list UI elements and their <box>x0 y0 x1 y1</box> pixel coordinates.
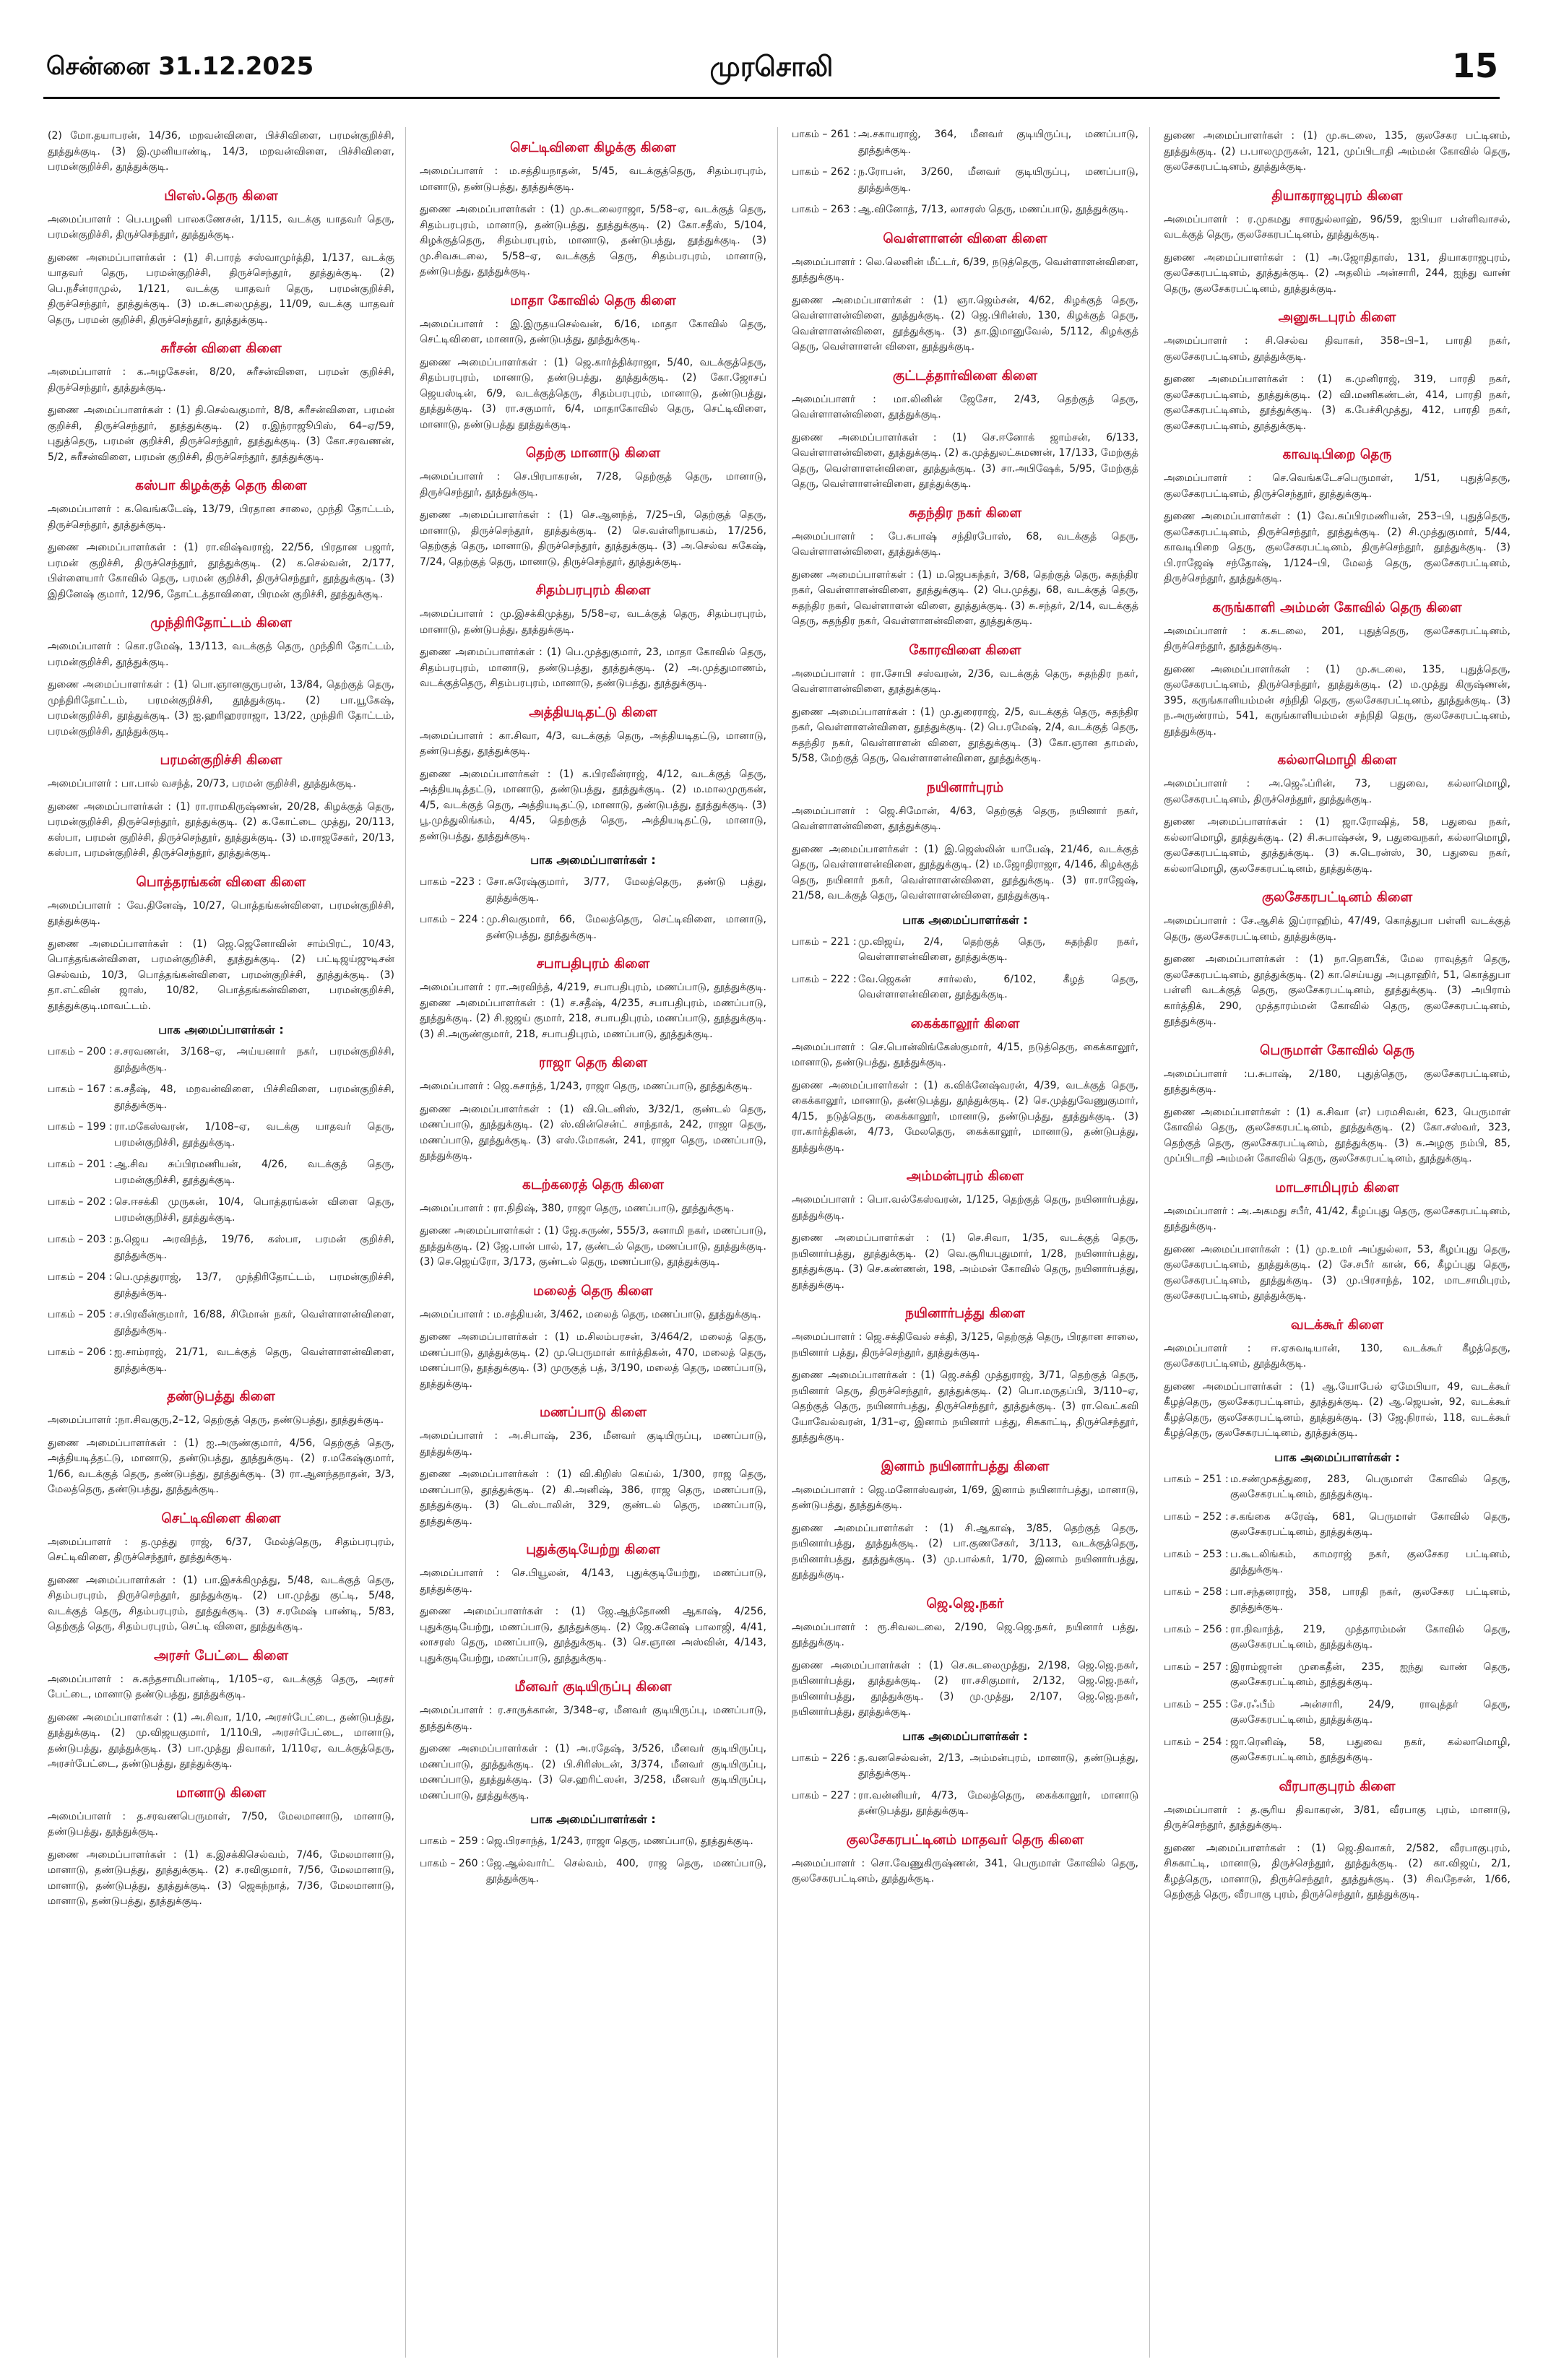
section-heading: கடற்கரைத் தெரு கிளை <box>522 1177 664 1193</box>
article-paragraph: துணை அமைப்பாளர்கள் : (1) இ.ஜெஸ்லின் யாபேஷ், 21/46, வடக்குத் தெரு, வெள்ளாளன்விளை, தூத்துக்குடி. (2) ம.ஜோதிராஜா, 4/146, கிழக்குத் தெரு, நயினார் நகர், வெள்ளாளன்விளை, தூத்துக்குடி. (3) ரா.ராஜேஷ், 21/58, வடக்குத் தெரு, வெள்ளாளன்விளை, தூத்துக்குடி. <box>792 843 1138 901</box>
booth-entry <box>48 1120 394 1151</box>
section-heading: மீனவர் குடியிருப்பு கிளை <box>514 1679 672 1695</box>
section-heading: சுதந்திர நகர் கிளை <box>908 505 1022 521</box>
article-paragraph: அமைப்பாளர் : த.சூரிய திவாகரன், 3/81, வீரபாகு புரம், மானாடு, திருச்செந்தூர், தூத்துக்குடி. <box>1164 1804 1510 1831</box>
article-paragraph: துணை அமைப்பாளர்கள் : (1) ஜா.ரோஷித், 58, பதுவை நகர், கல்லாமொழி, தூத்துக்குடி. (2) சி.சுபாஷ்சன், 9, பதுவைநகர், கல்லாமொழி, குலசேகரபட்டினம், தூத்துக்குடி. (3) சு.டெரன்ஸ், 30, பதுவை நகர், கல்லாமொழி, குலசேகரபட்டினம், தூத்துக்குடி. <box>1164 816 1510 875</box>
booth-value: ஆ.சிவ சுப்பிரமணியன், 4/26, வடக்குத் தெரு, பரமன்குறிச்சி, தூத்துக்குடி. <box>114 1159 394 1186</box>
booth-entry <box>1164 1697 1510 1728</box>
article-paragraph: அமைப்பாளர் : ம.சத்தியநாதன், 5/45, வடக்குத்தெரு, சிதம்பரபுரம், மானாடு, தண்டுபத்து, தூத்துக்குடி. <box>420 165 766 193</box>
booth-value: சோ.சுரேஷ்குமார், 3/77, மேலத்தெரு, தண்டு பத்து, தூத்துக்குடி. <box>486 876 766 904</box>
article-paragraph: அமைப்பாளர் : ஜெ.சக்திவேல் சக்தி, 3/125, தெற்குத் தெரு, பிரதான சாலை, நயினார் பத்து, திருச்செந்தூர், தூத்துக்குடி. <box>792 1331 1138 1359</box>
section-heading: அரசர் பேட்டை கிளை <box>153 1648 289 1663</box>
booth-value: மு.சிவகுமார், 66, மேலத்தெரு, செட்டிவிளை, மானாடு, தண்டுபத்து, தூத்துக்குடி. <box>486 914 766 941</box>
booth-value: க.சதீஷ், 48, மறவன்விளை, பிச்சிவிளை, பரமன்குறிச்சி, தூத்துக்குடி. <box>114 1083 394 1111</box>
booth-value: த.வனசெல்வன், 2/13, அம்மன்புரம், மானாடு, தண்டுபத்து, தூத்துக்குடி. <box>858 1752 1138 1779</box>
booth-label: பாகம் – 204 : <box>48 1271 113 1283</box>
article-paragraph: அமைப்பாளர் : அ.அகமது சபீர், 41/42, கீழப்புது தெரு, குலசேகரபட்டினம், தூத்துக்குடி. <box>1164 1205 1510 1232</box>
booth-entry <box>1164 1660 1510 1691</box>
booth-value: ச.கங்கை சுரேஷ், 681, பெருமாள் கோவில் தெரு, குலசேகரபட்டினம், தூத்துக்குடி. <box>1230 1510 1510 1538</box>
booth-label: பாகம் – 258 : <box>1164 1585 1229 1598</box>
booth-label: பாகம் – 199 : <box>48 1121 113 1133</box>
section-heading: வீரபாகுபுரம் கிளை <box>1279 1778 1396 1794</box>
section-heading: வெள்ளாளன் விளை கிளை <box>883 230 1047 246</box>
article-paragraph: அமைப்பாளர் : மா.லினின் ஜேசோ, 2/43, தெற்குத் தெரு, வெள்ளாளன்விளை, தூத்துக்குடி. <box>792 393 1138 420</box>
subsection-heading: பாக அமைப்பாளர்கள் : <box>158 1023 284 1037</box>
booth-entry <box>48 1044 394 1076</box>
article-paragraph: அமைப்பாளர் : ஈ.ஏசுவடியான், 130, வடக்கூர் கீழத்தெரு, குலசேகரபட்டினம், தூத்துக்குடி. <box>1164 1342 1510 1369</box>
section-heading: பொத்தரங்கன் விளை கிளை <box>136 874 306 890</box>
article-paragraph: அமைப்பாளர் : ர.சாருக்கான், 3/348–ஏ, மீனவர் குடியிருப்பு, மணப்பாடு, தூத்துக்குடி. <box>420 1705 766 1732</box>
section-heading: ஜெ.ஜெ.நகர் <box>926 1596 1004 1611</box>
article-paragraph: துணை அமைப்பாளர்கள் : (1) ம.ஜெபகந்தர், 3/68, தெற்குத் தெரு, சுதந்திர நகர், வெள்ளாளன்விளை, தூத்துக்குடி. (2) பெ.முத்து, 68, வடக்குத் தெரு, சுதந்திர நகர், வெள்ளாளன் விளை, தூத்துக்குடி. (3) சு.சந்தர், 2/14, வடக்குத் தெரு, சுதந்திர நகர், வெள்ளாளன்விளை, தூத்துக்குடி. <box>792 568 1138 627</box>
section-heading: அனுசுடபுரம் கிளை <box>1278 310 1396 325</box>
article-paragraph: துணை அமைப்பாளர்கள் : (1) சி.ஆகாஷ், 3/85, தெற்குத் தெரு, நயினார்பத்து, தூத்துக்குடி. (2) பா.குணசேகர், 3/113, வடக்குத்தெரு, நயினார்பத்து, தூத்துக்குடி. (3) மு.பால்கர், 1/70, இனாம் நயினார்பத்து, தூத்துக்குடி. <box>792 1522 1138 1580</box>
article-paragraph: துணை அமைப்பாளர்கள் : (1) வி.டெனிஸ், 3/32/1, குண்டல் தெரு, மணப்பாடு, தூத்துக்குடி. (2) ஸ்.வின்சென்ட் சாந்தாக், 242, ராஜா தெரு, மணப்பாடு, தூத்துக்குடி. (3) எஸ்.மோகன், 241, ராஜா தெரு, மணப்பாடு, தூத்துக்குடி. <box>420 1103 766 1161</box>
article-paragraph: அமைப்பாளர் : த.முத்து ராஜ், 6/37, மேல்த்தெரு, சிதம்பரபுரம், செட்டிவிளை, திருச்செந்தூர், தூத்துக்குடி. <box>48 1536 394 1563</box>
article-paragraph: துணை அமைப்பாளர்கள் : (1) செ.சுடலைமுத்து, 2/198, ஜெ.ஜெ.நகர், நயினார்பத்து, தூத்துக்குடி. (2) ரா.சசிகுமார், 2/132, ஜெ.ஜெ.நகர், நயினார்பத்து, தூத்துக்குடி. (3) மு.முத்து, 2/107, ஜெ.ஜெ.நகர், நயினார்பத்து, தூத்துக்குடி. <box>792 1659 1138 1718</box>
booth-entry <box>1164 1622 1510 1653</box>
booth-label: பாகம் – 253 : <box>1164 1548 1229 1560</box>
booth-label: பாகம் – 224 : <box>420 914 485 925</box>
article-paragraph: துணை அமைப்பாளர்கள் : (1) மு.துரைராஜ், 2/5, வடக்குத் தெரு, சுதந்திர நகர், வெள்ளாளன்விளை, தூத்துக்குடி. (2) பெ.ரமேஷ், 2/4, வடக்குத் தெரு, சுதந்திர நகர், வெள்ளாளன் விளை, தூத்துக்குடி. (3) கோ.ஞான தாமஸ், 5/58, மேற்குத் தெரு, வெள்ளாளன்விளை, தூத்துக்குடி. <box>792 706 1138 764</box>
booth-value: பெ.முத்துராஜ், 13/7, முந்திரிதோட்டம், பரமன்குறிச்சி, தூத்துக்குடி. <box>114 1271 394 1299</box>
article-paragraph: அமைப்பாளர் :நா.சிவகுரு,2–12, தெற்குத் தெரு, தண்டுபத்து, தூத்துக்குடி. <box>48 1414 384 1426</box>
article-paragraph: துணை அமைப்பாளர்கள் : (1) ஜெ.ஜெனோவின் சாம்பிரட், 10/43, பொத்தங்கன்விளை, பரமன்குறிச்சி, தூத்துக்குடி. (2) பட்டிஜய்ஜுடிசன் செல்வம், 10/3, பொத்தங்கன்விளை, பரமன்குறிச்சி, தூத்துக்குடி. (3) தா.எட்வின் ஜாஸ், 10/82, பொத்தங்கன்விளை, பரமன்குறிச்சி, தூத்துக்குடி.மாவட்டம். <box>48 938 394 1012</box>
article-paragraph: அமைப்பாளர் : ரா.சோபி சஸ்வரன், 2/36, வடக்குத் தெரு, சுதந்திர நகர், வெள்ளாளன்விளை, தூத்துக்குடி. <box>792 667 1138 695</box>
article-paragraph: துணை அமைப்பாளர்கள் : (1) தி.செல்வகுமார், 8/8, சுரீசன்விளை, பரமன் குறிச்சி, திருச்செந்தூர், தூத்துக்குடி. (2) ர.இந்ராஜூபிஸ், 64–ஏ/59, புதுத்தெரு, பரமன் குறிச்சி, திருச்செந்தூர், தூத்துக்குடி. (3) கோ.சரவணன், 5/2, சுரீசன்விளை, பரமன் குறிச்சி, திருச்செந்தூர், தூத்துக்குடி. <box>48 404 394 463</box>
article-paragraph: துணை அமைப்பாளர்கள் : (1) அ.ரதேஷ், 3/526, மீனவர் குடியிருப்பு, மணப்பாடு, தூத்துக்குடி. (2) பி.சிரிஸ்டன், 3/374, மீனவர் குடியிருப்பு, மணப்பாடு, தூத்துக்குடி. (3) செ.ஹரிட்ஸன், 3/258, மீனவர் குடியிருப்பு, மணப்பாடு, தூத்துக்குடி. <box>420 1743 766 1801</box>
column-divider <box>1149 127 1150 2358</box>
article-paragraph: அமைப்பாளர் : ரூ.சிவலடலை, 2/190, ஜெ.ஜெ.நகர், நயினார் பத்து, தூத்துக்குடி. <box>792 1621 1138 1648</box>
section-heading: மாதா கோவில் தெரு கிளை <box>510 293 676 308</box>
article-paragraph: துணை அமைப்பாளர்கள் : (1) மு.சுடலை, 135, புதுத்தெரு, குலசேகரபட்டினம், திருச்செந்தூர், தூத்துக்குடி. (2) ம.முத்து கிருஷ்ணன், 395, கருங்காளியம்மன் சந்நிதி தெரு, குலசேகரபட்டினம், தூத்துக்குடி. (3) ந.அருண்ராம், 541, கருங்காளியம்மன் சந்நிதி தெரு, குலசேகரபட்டினம், தூத்துக்குடி. <box>1164 663 1510 737</box>
section-heading: காவடிபிறை தெரு <box>1282 447 1392 462</box>
booth-value: ந.ஜெய அரவிந்த், 19/76, கஸ்பா, பரமன் குறிச்சி, தூத்துக்குடி. <box>114 1234 394 1261</box>
booth-value: சே.ரஃபீம் அன்சாரி, 24/9, ராவுத்தர் தெரு, குலசேகரபட்டினம், தூத்துக்குடி. <box>1230 1698 1510 1726</box>
booth-value: ந.ரோபன், 3/260, மீனவர் குடியிருப்பு, மணப்பாடு, தூத்துக்குடி. <box>858 166 1138 194</box>
booth-entry <box>420 912 766 943</box>
section-heading: மலைத் தெரு கிளை <box>533 1283 653 1299</box>
article-paragraph: துணை அமைப்பாளர்கள் : (1) க.சிவா (எ) பரமசிவன், 623, பெருமாள் கோவில் தெரு, குலசேகரபட்டினம், தூத்துக்குடி. (2) கோ.சஸ்வர், 323, தெற்குத் தெரு, குலசேகரபட்டினம், தூத்துக்குடி. (3) சு.அழகு நம்பி, 85, முப்பிடாதி அம்மன் கோவில் தெரு, குலசேகரபட்டினம், தூத்துக்குடி. <box>1164 1106 1510 1164</box>
article-paragraph: அமைப்பாளர் : சே.ஆசிக் இப்ராஹிம், 47/49, கொத்துபா பள்ளி வடக்குத் தெரு, குலசேகரபட்டினம், தூத்துக்குடி. <box>1164 915 1510 943</box>
booth-entry <box>420 1834 766 1850</box>
article-paragraph: துணை அமைப்பாளர்கள் : (1) ஜே.சுருண், 555/3, சுனாமி நகர், மணப்பாடு, தூத்துக்குடி. (2) ஜே.பான் பால், 17, குண்டல் தெரு, மணப்பாடு, தூத்துக்குடி. (3) செ.ஜெய்ரோ, 3/173, குண்டல் தெரு, மணப்பாடு, தூத்துக்குடி. <box>420 1225 766 1268</box>
section-heading: அத்தியடிதட்டு கிளை <box>529 704 657 720</box>
booth-label: பாகம் – 222 : <box>792 973 857 985</box>
article-paragraph: துணை அமைப்பாளர்கள் : (1) செ.ஈனோக் ஜாம்சன், 6/133, வெள்ளாளன்விளை, தூத்துக்குடி. (2) க.முத்துலட்சுமணன், 17/133, மேற்குத் தெரு, வெள்ளாளன்விளை, தூத்துக்குடி. (3) சா.அபிஷேக், 5/95, மேற்குத் தெரு, வெள்ளாளன்விளை, தூத்துக்குடி. <box>792 431 1138 490</box>
section-heading: தண்டுபத்து கிளை <box>167 1389 275 1404</box>
section-heading: குலசேகரபட்டினம் கிளை <box>1261 890 1413 905</box>
section-heading: அம்மன்புரம் கிளை <box>906 1169 1024 1184</box>
section-heading: சுரீசன் விளை கிளை <box>160 341 282 356</box>
text-column-2 <box>420 127 766 2358</box>
booth-value: ஐ.சாம்ராஜ், 21/71, வடக்குத் தெரு, வெள்ளாளன்விளை, தூத்துக்குடி. <box>114 1346 394 1374</box>
booth-value: ஜெ.பிரசாந்த், 1/243, ராஜா தெரு, மணப்பாடு, தூத்துக்குடி. <box>486 1835 753 1847</box>
booth-label: பாகம் – 203 : <box>48 1234 113 1245</box>
section-heading: தெற்கு மானாடு கிளை <box>525 446 661 461</box>
article-paragraph: (2) மோ.தயாபரன், 14/36, மறவன்விளை, பிச்சிவிளை, பரமன்குறிச்சி, தூத்துக்குடி. (3) இ.முனியாண்டி, 14/3, மறவன்விளை, பிச்சிவிளை, பரமன்குறிச்சி, தூத்துக்குடி. <box>48 130 394 173</box>
booth-entry <box>792 1788 1138 1819</box>
booth-label: பாகம் – 262 : <box>792 166 857 178</box>
article-paragraph: அமைப்பாளர் : மு.இசக்கிமுத்து, 5/58–ஏ, வடக்குத் தெரு, சிதம்பரபுரம், மானாடு, தண்டுபத்து, தூத்துக்குடி. <box>420 608 766 636</box>
article-paragraph: அமைப்பாளர் : லெ.லெனின் மீட்டர், 6/39, நடுத்தெரு, வெள்ளாளன்விளை, தூத்துக்குடி. <box>792 256 1138 283</box>
section-heading: நயினார்புரம் <box>926 779 1004 795</box>
booth-entry <box>792 972 1138 1003</box>
article-paragraph: துணை அமைப்பாளர்கள் : (1) க.விக்னேஷ்வரன், 4/39, வடக்குத் தெரு, கைக்காலூர், மானாடு, தண்டுபத்து, தூத்துக்குடி. (2) செ.முத்துவேணுகுமார், 4/15, நடுத்தெரு, கைக்காலூர், மானாடு, தண்டுபத்து, தூத்துக்குடி. (3) ரா.கார்த்திகன், 4/73, மேலதெரு, கைக்காலூர், மானாடு, தண்டுபத்து, தூத்துக்குடி. <box>792 1079 1138 1154</box>
subsection-heading: பாக அமைப்பாளர்கள் : <box>530 1812 656 1826</box>
article-paragraph: துணை அமைப்பாளர்கள் : (1) பா.இசக்கிமுத்து, 5/48, வடக்குத் தெரு, சிதம்பரபுரம், திருச்செந்தூர், தூத்துக்குடி. (2) பா.முத்து குட்டி, 5/48, வடக்குத் தெரு, சிதம்பரபுரம், தூத்துக்குடி. (3) ச.ரமேஷ் பாண்டி, 5/83, தெற்குத் தெரு, சிதம்பரபுரம், செட்டி விளை, தூத்துக்குடி. <box>48 1574 394 1632</box>
section-heading: கஸ்பா கிழக்குத் தெரு கிளை <box>135 478 307 493</box>
section-heading: முந்திரிதோட்டம் கிளை <box>150 615 292 631</box>
text-column-3 <box>792 127 1138 2358</box>
booth-value: ம.சண்முகத்துரை, 283, பெருமாள் கோவில் தெரு, குலசேகரபட்டினம், தூத்துக்குடி. <box>1230 1473 1510 1500</box>
section-heading: பரமன்குறிச்சி கிளை <box>160 753 282 768</box>
booth-value: ரா.வன்னியர், 4/73, மேலத்தெரு, கைக்காலூர், மானாடு தண்டுபத்து, தூத்துக்குடி. <box>858 1789 1138 1817</box>
section-heading: பெருமாள் கோவில் தெரு <box>1259 1042 1415 1058</box>
booth-value: ச.சரவணன், 3/168–ஏ, அய்யனார் நகர், பரமன்குறிச்சி, தூத்துக்குடி. <box>114 1046 394 1073</box>
booth-entry <box>48 1307 394 1338</box>
booth-value: ச.பிரவீன்குமார், 16/88, சிமோன் நகர், வெள்ளாளன்விளை, தூத்துக்குடி. <box>114 1309 394 1336</box>
article-paragraph: துணை அமைப்பாளர்கள் : (1) ம.சிலம்பரசன், 3/464/2, மலைத் தெரு, மணப்பாடு, தூத்துக்குடி. (2) மு.பெருமாள் கார்த்திகன், 470, மலைத் தெரு, மணப்பாடு, தூத்துக்குடி. (3) முருகுத் பத், 3/190, மலைத் தெரு, மணப்பாடு, தூத்துக்குடி. <box>420 1331 766 1390</box>
booth-entry <box>1164 1472 1510 1503</box>
booth-entry <box>48 1082 394 1113</box>
article-paragraph: அமைப்பாளர் : வே.தினேஷ், 10/27, பொத்தங்கன்விளை, பரமன்குறிச்சி, தூத்துக்குடி. <box>48 899 394 927</box>
article-paragraph: துணை அமைப்பாளர்கள் : (1) ஞா.ஜெம்சன், 4/62, கிழக்குத் தெரு, வெள்ளாளன்விளை, தூத்துக்குடி. (2) ஜெ.பிரின்ஸ், 130, கிழக்குத் தெரு, வெள்ளாளன்விளை, தூத்துக்குடி. (3) தா.இமானுவேல், 5/112, கிழக்குத் தெரு, வெள்ளாளன் விளை, தூத்துக்குடி. <box>792 294 1138 352</box>
booth-label: பாகம் – 257 : <box>1164 1661 1229 1673</box>
section-heading: கல்லாமொழி கிளை <box>1277 753 1397 768</box>
article-paragraph: துணை அமைப்பாளர்கள் : (1) செ.ஆனந்த், 7/25–பி, தெற்குத் தெரு, மானாடு, திருச்செந்தூர், தூத்துக்குடி. (2) செ.வள்ளிநாயகம், 17/256, தெற்குத் தெரு, மானாடு, திருச்செந்தூர், தூத்துக்குடி. (3) அ.செல்வ சுகேஷ், 7/24, தெற்குத் தெரு, மானாடு, திருச்செந்தூர், தூத்துக்குடி. <box>420 509 766 568</box>
article-paragraph: அமைப்பாளர் : ஜெ.சுசாந்த், 1/243, ராஜா தெரு, மணப்பாடு, தூத்துக்குடி. <box>420 1081 753 1092</box>
booth-label: பாகம் – 252 : <box>1164 1510 1229 1523</box>
subsection-heading: பாக அமைப்பாளர்கள் : <box>1274 1450 1400 1464</box>
booth-entry <box>48 1345 394 1376</box>
booth-label: பாகம் – 167 : <box>48 1083 113 1095</box>
article-paragraph: அமைப்பாளர் :ப.சுபாஷ், 2/180, புதுத்தெரு, குலசேகரபட்டினம், தூத்துக்குடி. <box>1164 1068 1510 1095</box>
masthead <box>43 46 1500 105</box>
article-paragraph: துணை அமைப்பாளர்கள் : (1) அ.சிவா, 1/10, அரசர்பேட்டை, தண்டுபத்து, தூத்துக்குடி. (2) மு.விஜயகுமார், 1/110பி, அரசர்பேட்டை, மானாடு, தண்டுபத்து, தூத்துக்குடி. (3) பா.முத்து திவாகர், 1/110ஏ, வடக்குத்தெரு, அரசர்பேட்டை, தண்டுபத்து, தூத்துக்குடி. <box>48 1711 394 1770</box>
section-heading: கைக்காலூர் கிளை <box>910 1016 1020 1031</box>
article-paragraph: அமைப்பாளர் : ம.சத்தியன், 3/462, மலைத் தெரு, மணப்பாடு, தூத்துக்குடி. <box>420 1308 761 1320</box>
booth-value: ரா.மகேஸ்வரன், 1/108–ஏ, வடக்கு யாதவர் தெரு, பரமன்குறிச்சி, தூத்துக்குடி. <box>114 1121 394 1148</box>
booth-value: ஜா.ரெனிஷ், 58, பதுவை நகர், கல்லாமொழி, குலசேகரபட்டினம், தூத்துக்குடி. <box>1230 1736 1510 1763</box>
booth-label: பாகம் – 251 : <box>1164 1473 1229 1485</box>
article-paragraph: துணை அமைப்பாளர்கள் : (1) பெ.முத்துகுமார், 23, மாதா கோவில் தெரு, சிதம்பரபுரம், மானாடு, தண்டுபத்து, தூத்துக்குடி. (2) அ.முத்துமாணம், வடக்குத்தெரு, சிதம்பரபுரம், மானாடு, தண்டுபத்து, தூத்துக்குடி. <box>420 646 766 689</box>
booth-value: ப.கூடலிங்கம், காமராஜ் நகர், குலசேகர பட்டினம், தூத்துக்குடி. <box>1230 1548 1510 1575</box>
article-paragraph: துணை அமைப்பாளர்கள் : (1) மு.உமர் அப்துல்லா, 53, கீழப்புது தெரு, குலசேகரபட்டினம், தூத்துக்குடி. (2) சே.சபீர் கான், 66, கீழப்புது தெரு, குலசேகரபட்டினம், தூத்துக்குடி. (3) மு.பிரசாந்த், 102, மாடசாமிபுரம், குலசேகரபட்டினம், தூத்துக்குடி. <box>1164 1243 1510 1302</box>
newspaper-title: முரசொலி <box>709 51 834 82</box>
booth-label: பாகம் – 263 : <box>792 204 857 215</box>
article-paragraph: அமைப்பாளர் : சொ.வேணுகிருஷ்ணன், 341, பெருமாள் கோவில் தெரு, குலசேகரபட்டினம், தூத்துக்குடி. <box>792 1857 1138 1884</box>
section-heading: மாடசாமிபுரம் கிளை <box>1275 1180 1399 1195</box>
article-paragraph: அமைப்பாளர் : ரா.நிதிஷ், 380, ராஜா தெரு, மணப்பாடு, தூத்துக்குடி. <box>420 1202 735 1214</box>
article-paragraph: துணை அமைப்பாளர்கள் : (1) க.பிரவீன்ராஜ், 4/12, வடக்குத் தெரு, அத்தியடித்தட்டு, மானாடு, தண்டுபத்து, தூத்துக்குடி. (2) ம.மாலமுருகன், 4/5, வடக்குத் தெரு, அத்தியடிதட்டு, மானாடு, தண்டுபத்து, தூத்துக்குடி. (3) பூ.முத்துலிங்கம், 4/45, தெற்குத் தெரு, அத்தியடிதட்டு, மானாடு, தண்டுபத்து, தூத்துக்குடி. <box>420 768 766 842</box>
section-heading: கருங்காளி அம்மன் கோவில் தெரு கிளை <box>1212 600 1462 615</box>
article-paragraph: அமைப்பாளர் : க.சுடலை, 201, புதுத்தெரு, குலசேகரபட்டினம், திருச்செந்தூர், தூத்துக்குடி. <box>1164 625 1510 652</box>
article-paragraph: அமைப்பாளர் : செ.பியூலன், 4/143, புதுக்குடியேற்று, மணப்பாடு, தூத்துக்குடி. <box>420 1567 766 1595</box>
booth-entry <box>48 1232 394 1263</box>
article-paragraph: அமைப்பாளர் : செ.வெங்கடேசபெருமாள், 1/51, புதுத்தெரு, குலசேகரபட்டினம், திருச்செந்தூர், தூத்துக்குடி. <box>1164 472 1510 500</box>
article-paragraph: அமைப்பாளர் : ஜெ.மனோஸ்வரன், 1/69, இனாம் நயினார்பத்து, மானாடு, தண்டுபத்து, தூத்துக்குடி. <box>792 1484 1138 1511</box>
booth-entry <box>1164 1735 1510 1766</box>
text-column-1 <box>48 127 394 2358</box>
subsection-heading: பாக அமைப்பாளர்கள் : <box>902 912 1028 927</box>
section-heading: மானாடு கிளை <box>176 1785 267 1801</box>
article-paragraph: துணை அமைப்பாளர்கள் : (1) ஜெ.திவாகர், 2/582, வீரபாகுபுரம், சிசுகாட்டி, மானாடு, திருச்செந்தூர், தூத்துக்குடி. (2) கா.விஜய், 2/1, கீழத்தெரு, மானாடு, திருச்செந்தூர், தூத்துக்குடி. (3) சிவநேசன், 1/66, தெற்குத் தெரு, வீரபாகு புரம், திருச்செந்தூர், தூத்துக்குடி. <box>1164 1842 1510 1900</box>
article-paragraph: அமைப்பாளர் : ஜெ.சிமோன், 4/63, தெற்குத் தெரு, நயினார் நகர், வெள்ளாளன்விளை, தூத்துக்குடி. <box>792 805 1138 832</box>
booth-entry <box>420 875 766 906</box>
article-paragraph: அமைப்பாளர் : இ.இருதயசெல்வன், 6/16, மாதா கோவில் தெரு, செட்டிவிளை, மானாடு, தண்டுபத்து, தூத்துக்குடி. <box>420 318 766 345</box>
booth-value: அ.சகாயராஜ், 364, மீனவர் குடியிருப்பு, மணப்பாடு, தூத்துக்குடி. <box>858 129 1138 156</box>
text-column-4 <box>1164 127 1510 2358</box>
article-paragraph: துணை அமைப்பாளர்கள் : (1) அ.ஜோதிதாஸ், 131, தியாகராஜபுரம், குலசேகரபட்டினம், தூத்துக்குடி. (2) அதலிம் அன்சாரி, 244, ஐந்து வாண் தெரு, குலசேகரபட்டினம், தூத்துக்குடி. <box>1164 251 1510 295</box>
article-paragraph: அமைப்பாளர் : கொ.ரமேஷ், 13/113, வடக்குத் தெரு, முந்திரி தோட்டம், பரமன்குறிச்சி, தூத்துக்குடி. <box>48 641 394 668</box>
section-heading: கோரவிளை கிளை <box>909 642 1021 658</box>
article-paragraph: அமைப்பாளர் : அ.ஜெஃப்ரின், 73, பதுவை, கல்லாமொழி, குலசேகரபட்டினம், திருச்செந்தூர், தூத்துக்குடி. <box>1164 778 1510 805</box>
article-paragraph: துணை அமைப்பாளர்கள் : (1) ரா.விஷ்வராஜ், 22/56, பிரதான பஜார், பரமன் குறிச்சி, திருச்செந்தூர், தூத்துக்குடி. (2) க.செல்வன், 2/177, பிள்ளையார் கோவில் தெரு, பரமன் குறிச்சி, திருச்செந்தூர், தூத்துக்குடி. (3) இதினேஷ் குமார், 12/96, தோட்டத்தாவிளை, பிரமன் குறிச்சி, தூத்துக்குடி. <box>48 542 394 600</box>
section-heading: செட்டிவிளை கிழக்கு கிளை <box>510 140 676 155</box>
article-paragraph: துணை அமைப்பாளர்கள் : (1) வே.சுப்பிரமணியன், 253–பி, புதுத்தெரு, குலசேகரபட்டினம், திருச்செந்தூர், தூத்துக்குடி. (2) சி.முத்துகுமார், 5/44, காவடிபிறை தெரு, குலசேகரபட்டினம், திருச்செந்தூர், தூத்துக்குடி. (3) பி.ராஜேஷ் சந்தோஷ், 1/124–பி, மேலத் தெரு, குலசேகரபட்டினம், திருச்செந்தூர், தூத்துக்குடி. <box>1164 511 1510 584</box>
booth-label: பாகம் – 221 : <box>792 935 857 948</box>
section-heading: நயினார்பத்து கிளை <box>905 1306 1025 1321</box>
article-paragraph: துணை அமைப்பாளர்கள் : (1) ரா.ராமகிருஷ்ணன், 20/28, கிழக்குத் தெரு, பரமன்குறிச்சி, திருச்செந்தூர், தூத்துக்குடி. (2) க.கோட்டை முத்து, 20/113, கஸ்பா, பரமன் குறிச்சி, திருச்செந்தூர், தூத்துக்குடி. (3) ம.ராஜசேகர், 20/13, கஸ்பா, பரமன்குறிச்சி, திருச்செந்தூர், தூத்துக்குடி. <box>48 800 394 859</box>
article-paragraph: அமைப்பாளர் : கா.சிவா, 4/3, வடக்குத் தெரு, அத்தியடிதட்டு, மானாடு, தண்டுபத்து, தூத்துக்குடி. <box>420 730 766 757</box>
booth-label: பாகம் – 261 : <box>792 129 857 140</box>
booth-entry <box>1164 1547 1510 1578</box>
edition-date: சென்னை 31.12.2025 <box>46 52 314 81</box>
booth-entry <box>1164 1510 1510 1541</box>
article-paragraph: துணை அமைப்பாளர்கள் : (1) வி.கிறிஸ் கெய்ல், 1/300, ராஜ தெரு, மணப்பாடு, தூத்துக்குடி. (2) கி.அனிஷ், 386, ராஜ தெரு, மணப்பாடு, தூத்துக்குடி. (3) டெஸ்டாலின், 329, குண்டல் தெரு, மணப்பாடு, தூத்துக்குடி. <box>420 1468 766 1527</box>
booth-label: பாகம் – 200 : <box>48 1046 113 1057</box>
booth-label: பாகம் – 256 : <box>1164 1623 1229 1635</box>
article-paragraph: அமைப்பாளர் : செ.பொன்லிங்கேஸ்குமார், 4/15, நடுத்தெரு, கைக்காலூர், மானாடு, தண்டுபத்து, தூத்துக்குடி. <box>792 1041 1138 1068</box>
section-heading: சிதம்பரபுரம் கிளை <box>535 583 651 598</box>
article-paragraph: அமைப்பாளர் : பெ.பழனி பாலகணேசன், 1/115, வடக்கு யாதவர் தெரு, பரமன்குறிச்சி, திருச்செந்தூர், தூத்துக்குடி. <box>48 213 394 241</box>
booth-entry <box>792 165 1138 196</box>
booth-value: ஆ.வினோத், 7/13, லாசரஸ் தெரு, மணப்பாடு, தூத்துக்குடி. <box>858 204 1129 215</box>
column-divider <box>777 127 778 2358</box>
booth-value: மு.விஜய், 2/4, தெற்குத் தெரு, சுதந்திர நகர், வெள்ளாளன்விளை, தூத்துக்குடி. <box>858 935 1138 963</box>
booth-label: பாகம் – 205 : <box>48 1309 113 1320</box>
article-paragraph: அமைப்பாளர் : பொ.வல்கேஸ்வரன், 1/125, தெற்குத் தெரு, நயினார்பத்து, தூத்துக்குடி. <box>792 1194 1138 1221</box>
section-heading: இனாம் நயினார்பத்து கிளை <box>881 1458 1050 1474</box>
section-heading: குட்டத்தார்விளை கிளை <box>892 368 1038 384</box>
booth-label: பாகம் – 202 : <box>48 1196 113 1208</box>
booth-label: பாகம் – 201 : <box>48 1159 113 1170</box>
booth-label: பாகம் – 226 : <box>792 1752 857 1764</box>
article-paragraph: துணை அமைப்பாளர்கள் : (1) ஜே.ஆந்தோணி ஆகாஷ், 4/256, புதுக்குடியேற்று, மணப்பாடு, தூத்துக்குடி. (2) ஜே.சுனேஷ் பாலாஜி, 4/41, லாசரஸ் தெரு, மணப்பாடு, தூத்துக்குடி. (3) செ.ஞான அஸ்வின், 4/143, புதுக்குடியேற்று, மணப்பாடு, தூத்துக்குடி. <box>420 1606 766 1664</box>
article-paragraph: துணை அமைப்பாளர்கள் : (1) பொ.ஞானகுருபரன், 13/84, தெற்குத் தெரு, முந்திரிதோட்டம், பரமன்குறிச்சி, தூத்துக்குடி. (2) பா.யூகேஷ், பரமன்குறிச்சி, தூத்துக்குடி. (3) ஐ.ஹரிஹரராஜா, 13/22, முந்திரி தோட்டம், பரமன்குறிச்சி, தூத்துக்குடி. <box>48 679 394 737</box>
article-paragraph: துணை அமைப்பாளர்கள் : (1) க.இசக்கிசெல்வம், 7/46, மேலமானாடு, மானாடு, தண்டுபத்து, தூத்துக்குடி. (2) ச.ரவிகுமார், 7/56, மேலமானாடு, மானாடு, தண்டுபத்து, தூத்துக்குடி. (3) ஜெகந்நாத், 7/36, மேலமானாடு, மானாடு, தண்டுபத்து, தூத்துக்குடி. <box>48 1848 394 1907</box>
article-paragraph: அமைப்பாளர் : ர.முகமது சாரதுல்லாஹ், 96/59, ஐபியா பள்ளிவாசல், வடக்குத் தெரு, குலசேகரபட்டினம், தூத்துக்குடி. <box>1164 213 1510 241</box>
booth-value: ரா.நிவாந்த், 219, முத்தாரம்மன் கோவில் தெரு, குலசேகரபட்டினம், தூத்துக்குடி. <box>1230 1623 1510 1650</box>
article-paragraph: துணை அமைப்பாளர்கள் : (1) மு.சுடலைராஜா, 5/58–ஏ, வடக்குத் தெரு, சிதம்பரபுரம், மானாடு, தண்டுபத்து, தூத்துக்குடி. (2) கோ.சதீஸ், 5/104, கிழக்குத்தெரு, சிதம்பரபுரம், மானாடு, தண்டுபத்து, தூத்துக்குடி. (3) மு.சிவசுடலை, 5/58–ஏ, வடக்குத் தெரு, சிதம்பரபுரம், மானாடு, தண்டுபத்து, தூத்துக்குடி. <box>420 204 766 277</box>
booth-entry <box>792 127 1138 158</box>
section-heading: குலசேகரபட்டினம் மாதவர் தெரு கிளை <box>846 1832 1084 1848</box>
article-paragraph: துணை அமைப்பாளர்கள் : (1) ஜெ.கார்த்திக்ராஜா, 5/40, வடக்குத்தெரு, சிதம்பரபுரம், மானாடு, தண்டுபத்து, தூத்துக்குடி. (2) கோ.ஜோசப் ஜெயஸ்டின், 6/9, வடக்குத்தெரு, சிதம்பரபுரம், மானாடு, தண்டுபத்து, தூத்துக்குடி. (3) ரா.சகுமார், 6/4, மாதாகோவில் தெரு, செட்டிவிளை, மானாடு, தண்டுபத்து தூத்துக்குடி. <box>420 356 766 430</box>
section-heading: மணப்பாடு கிளை <box>540 1405 647 1420</box>
section-heading: பிஎஸ்.தெரு கிளை <box>164 188 278 204</box>
section-heading: செட்டிவிளை கிளை <box>161 1510 281 1526</box>
article-paragraph: துணை அமைப்பாளர்கள் : (1) நா.நௌபீக், மேல ராவுத்தர் தெரு, குலசேகரபட்டினம், தூத்துக்குடி. (2) கா.செய்யது அபுதாஹிர், 51, கொத்துபா பள்ளி வடக்குத் தெரு, குலசேகரபட்டினம், தூத்துக்குடி. (3) அபிராம் கார்த்திக், 290, முத்தாரம்மன் கோவில் தெரு, குலசேகரபட்டினம், தூத்துக்குடி. <box>1164 953 1510 1027</box>
article-paragraph: அமைப்பாளர் : த.சரவணபெருமாள், 7/50, மேலமானாடு, மானாடு, தண்டுபத்து, தூத்துக்குடி. <box>48 1810 394 1838</box>
article-paragraph: துணை அமைப்பாளர்கள் : (1) க.முனிராஜ், 319, பாரதி நகர், குலசேகரபட்டினம், தூத்துக்குடி. (2) வி.மணிகண்டன், 414, பாரதி நகர், குலசேகரபட்டினம், தூத்துக்குடி. (3) க.பேச்சிமுத்து, 412, பாரதி நகர், குலசேகரபட்டினம், தூத்துக்குடி. <box>1164 373 1510 432</box>
section-heading: ராஜா தெரு கிளை <box>538 1055 648 1070</box>
article-paragraph: துணை அமைப்பாளர்கள் : (1) சி.பாரத் சஸ்வாமுர்த்தி, 1/137, வடக்கு யாதவர் தெரு, பரமன்குறிச்சி, திருச்செந்தூர், தூத்துக்குடி. (2) பெ.நசீன்ராமுல், 1/121, வடக்கு யாதவர் தெரு, பரமன்குறிச்சி, திருச்செந்தூர், தூத்துக்குடி. (3) ம.சுடலைமுத்து, 11/09, வடக்கு யாதவர் தெரு, பரமன் குறிச்சி, திருச்செந்தூர், தூத்துக்குடி. <box>48 251 394 326</box>
booth-entry <box>792 935 1138 966</box>
booth-value: செ.ஈசக்கி முருகன், 10/4, பொத்தரங்கன் விளை தெரு, பரமன்குறிச்சி, தூத்துக்குடி. <box>114 1196 394 1224</box>
subsection-heading: பாக அமைப்பாளர்கள் : <box>902 1728 1028 1743</box>
booth-value: ஜே.ஆல்வார்ட் செல்வம், 400, ராஜ தெரு, மணப்பாடு, தூத்துக்குடி. <box>486 1857 766 1884</box>
booth-label: பாகம் – 260 : <box>420 1857 485 1869</box>
booth-entry <box>420 1856 766 1887</box>
booth-entry <box>48 1270 394 1301</box>
subsection-heading: பாக அமைப்பாளர்கள் : <box>530 853 656 867</box>
booth-entry <box>792 1751 1138 1782</box>
booth-value: பா.சந்தனராஜ், 358, பாரதி நகர், குலசேகர பட்டினம், தூத்துக்குடி. <box>1230 1585 1510 1613</box>
booth-entry <box>1164 1585 1510 1616</box>
booth-value: இராம்ஜான் முகைதீன், 235, ஐந்து வாண் தெரு, குலசேகரபட்டினம், தூத்துக்குடி. <box>1230 1661 1510 1688</box>
booth-entry <box>48 1157 394 1188</box>
booth-label: பாகம் –223 : <box>420 876 482 888</box>
page-number: 15 <box>1451 46 1498 85</box>
article-paragraph: துணை அமைப்பாளர்கள் : (1) ஆ.யோபேல் ஏமேபியா, 49, வடக்கூர் கீழத்தெரு, குலசேகரபட்டினம், தூத்துக்குடி. (2) ஆ.ஜெயன், 92, வடக்கூர் கீழத்தெரு, குலசேகரபட்டினம், தூத்துக்குடி. (3) ஜே.நிரால், 118, வடக்கூர் கீழத்தெரு, குலசேகரபட்டினம், தூத்துக்குடி. <box>1164 1380 1510 1439</box>
article-paragraph: அமைப்பாளர் : செ.பிரபாகரன், 7/28, தெற்குத் தெரு, மானாடு, திருச்செந்தூர், தூத்துக்குடி. <box>420 471 766 498</box>
section-heading: வடக்கூர் கிளை <box>1290 1317 1384 1333</box>
booth-label: பாகம் – 254 : <box>1164 1736 1229 1748</box>
article-paragraph: அமைப்பாளர் : பே.சுபாஷ் சந்திரபோஸ், 68, வடக்குத் தெரு, வெள்ளாளன்விளை, தூத்துக்குடி. <box>792 530 1138 558</box>
article-paragraph: துணை அமைப்பாளர்கள் : (1) மு.சுடலை, 135, குலசேகர பட்டினம், தூத்துக்குடி. (2) ப.பாலமுருகன், 121, முப்பிடாதி அம்மன் கோவில் தெரு, குலசேகரபட்டினம், தூத்துக்குடி. <box>1164 130 1510 173</box>
article-paragraph: அமைப்பாளர் : சி.செல்வ திவாகர், 358–பி–1, பாரதி நகர், குலசேகரபட்டினம், தூத்துக்குடி. <box>1164 335 1510 363</box>
masthead-rule <box>43 97 1500 99</box>
booth-value: வே.ஜெகன் சார்லஸ், 6/102, கீழத் தெரு, வெள்ளாளன்விளை, தூத்துக்குடி. <box>858 973 1138 1000</box>
booth-label: பாகம் – 259 : <box>420 1835 485 1847</box>
booth-entry <box>792 202 1138 218</box>
section-heading: தியாகராஜபுரம் கிளை <box>1271 188 1403 204</box>
article-paragraph: அமைப்பாளர் : க.வெங்கடேஷ், 13/79, பிரதான சாலை, முந்தி தோட்டம், திருச்செந்தூர், தூத்துக்குடி. <box>48 503 394 531</box>
booth-label: பாகம் – 255 : <box>1164 1698 1229 1710</box>
section-heading: புதுக்குடியேற்று கிளை <box>526 1542 660 1557</box>
column-divider <box>405 127 406 2358</box>
article-paragraph: துணை அமைப்பாளர்கள் : (1) ஐ.அருண்குமார், 4/56, தெற்குத் தெரு, அத்தியடித்தட்டு, மானாடு, தண்டுபத்து, தூத்துக்குடி. (2) ர.மகேஷ்குமார், 1/66, வடக்குத் தெரு, தண்டுபத்து, தூத்துக்குடி. (3) ரா.ஆனந்தநாதன், 3/3, மேலத்தெரு, தண்டுபத்து, தூத்துக்குடி. <box>48 1437 394 1495</box>
article-paragraph: அமைப்பாளர் : ரா.அரவிந்த், 4/219, சபாபதிபுரம், மணப்பாடு, தூத்துக்குடி. துணை அமைப்பாளர்கள் : (1) ச.சதீஷ், 4/235, சபாபதிபுரம், மணப்பாடு, தூத்துக்குடி. (2) சி.ஜஜய் குமார், 218, சபாபதிபுரம், மணப்பாடு, தூத்துக்குடி. (3) சி.அருண்குமார், 218, சபாபதிபுரம், மணப்பாடு, தூத்துக்குடி. <box>420 982 766 1040</box>
article-paragraph: அமைப்பாளர் : அ.சிபாஷ், 236, மீனவர் குடியிருப்பு, மணப்பாடு, தூத்துக்குடி. <box>420 1430 766 1458</box>
booth-entry <box>48 1195 394 1226</box>
booth-label: பாகம் – 227 : <box>792 1789 857 1801</box>
article-paragraph: துணை அமைப்பாளர்கள் : (1) செ.சிவா, 1/35, வடக்குத் தெரு, நயினார்பத்து, தூத்துக்குடி. (2) வெ.சூரியபுதுமார், 1/28, நயினார்பத்து, தூத்துக்குடி. (3) செ.கண்ணன், 198, அம்மன் கோவில் தெரு, நயினார்பத்து, தூத்துக்குடி. <box>792 1232 1138 1291</box>
article-paragraph: அமைப்பாளர் : க.அழகேசன், 8/20, சுரீசன்விளை, பரமன் குறிச்சி, திருச்செந்தூர், தூத்துக்குடி. <box>48 366 394 394</box>
booth-label: பாகம் – 206 : <box>48 1346 113 1358</box>
article-paragraph: துணை அமைப்பாளர்கள் : (1) ஜெ.சக்தி முத்துராஜ், 3/71, தெற்குத் தெரு, நயினார் தெரு, திருச்செந்தூர், தூத்துக்குடி. (2) பொ.மருதப்பி, 3/110–ஏ, தெற்குத் தெரு, நயினார்பத்து, திருச்செந்தூர், தூத்துக்குடி. (3) ரா.வெட்கவி யோவேல்வரன், 1/31–ஏ, இனாம் நயினார் பத்து, சிசுகாட்டி, திருச்செந்தூர், தூத்துக்குடி. <box>792 1369 1138 1443</box>
article-paragraph: அமைப்பாளர் : பா.பால் வசந்த், 20/73, பரமன் குறிச்சி, தூத்துக்குடி. <box>48 778 357 789</box>
section-heading: சபாபதிபுரம் கிளை <box>536 956 650 972</box>
article-paragraph: அமைப்பாளர் : சு.கந்தசாமிபாண்டி, 1/105–ஏ, வடக்குத் தெரு, அரசர் பேட்டை, மானாடு தண்டுபத்து, தூத்துக்குடி. <box>48 1673 394 1700</box>
